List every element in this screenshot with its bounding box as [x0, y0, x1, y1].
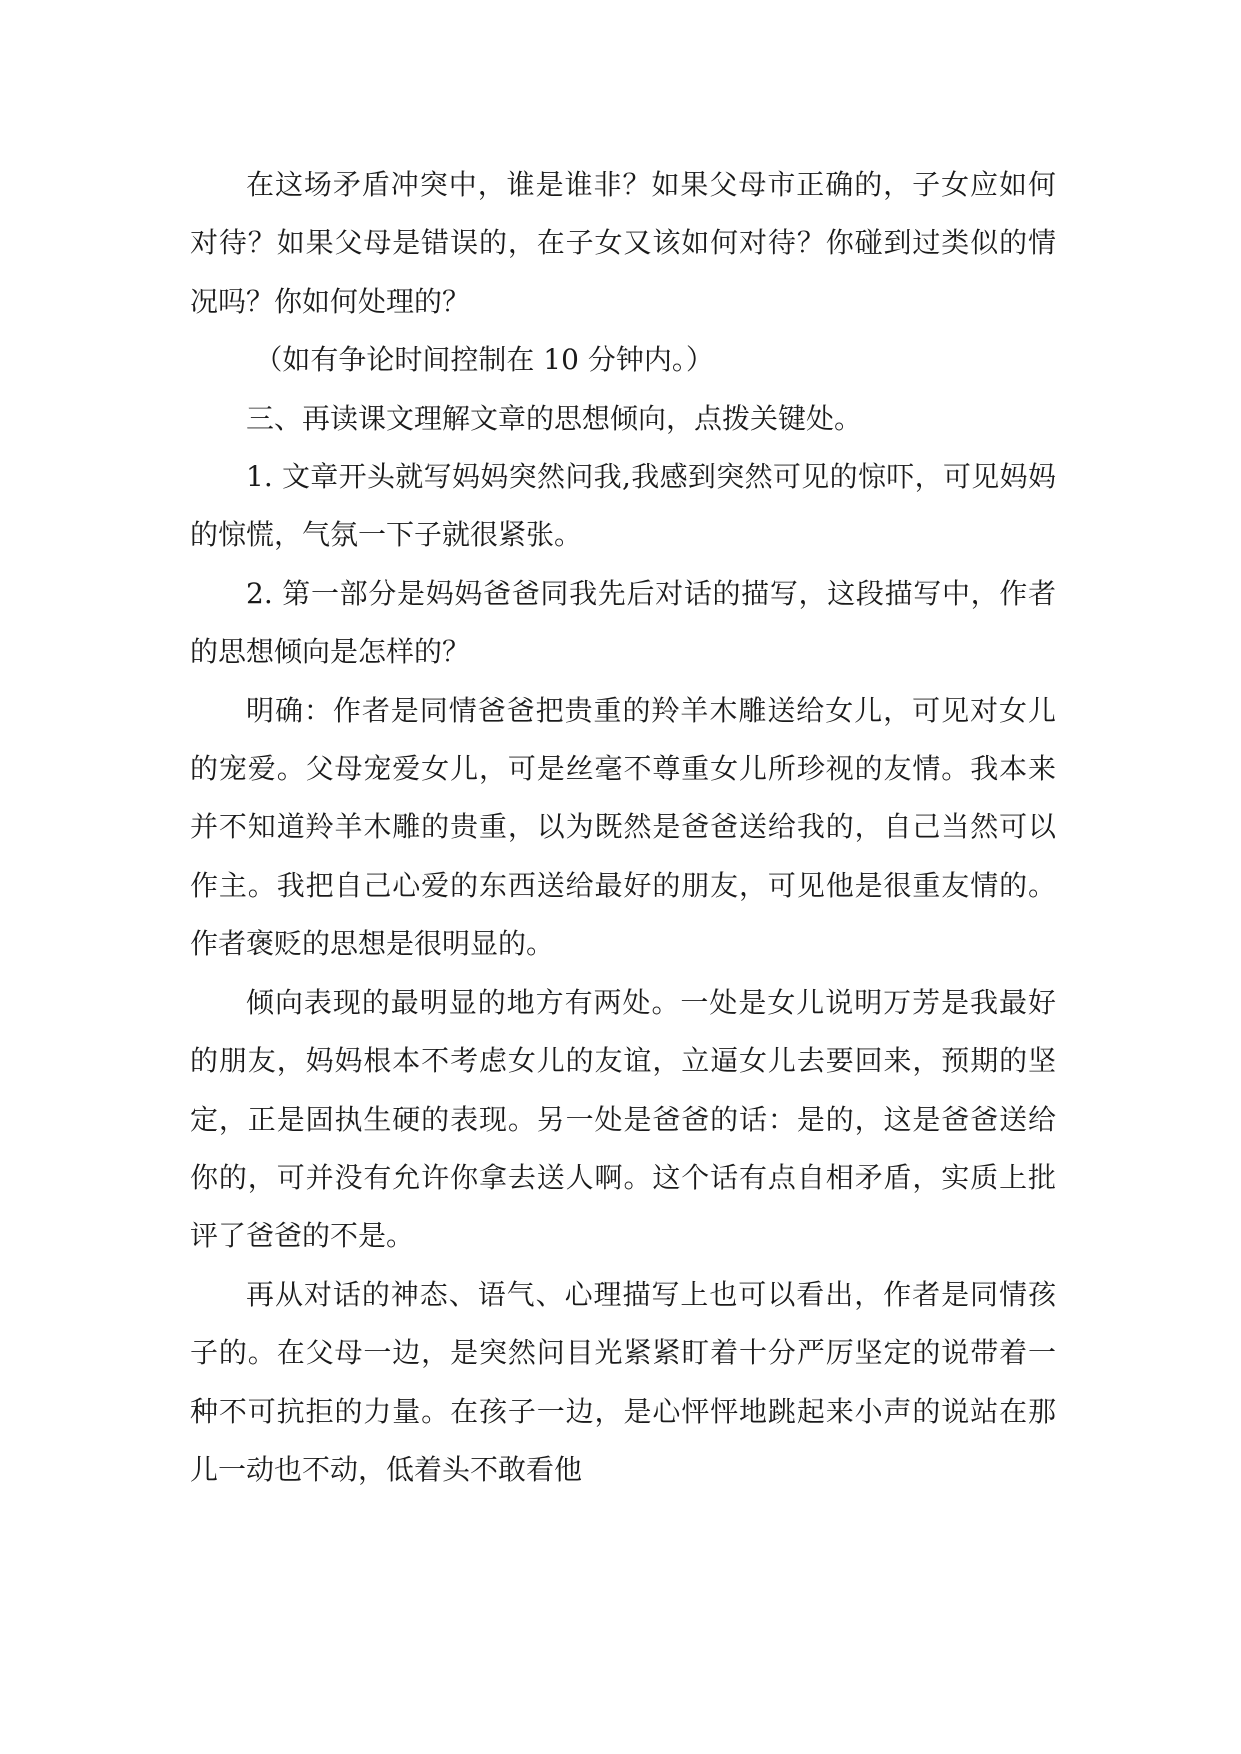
document-body — [190, 156, 1056, 1499]
paragraph-point-two: 2. 第一部分是妈妈爸爸同我先后对话的描写，这段描写中，作者的思想倾向是怎样的？ — [190, 576, 1056, 669]
paragraph-time-note: （如有争论时间控制在 10 分钟内。） — [254, 343, 714, 377]
paragraph-answer: 明确：作者是同情爸爸把贵重的羚羊木雕送给女儿，可见对女儿的宠爱。父母宠爱女儿，可是丝毫不尊重女儿所珍视的友情。我本来并不知道羚羊木雕的贵重，以为既然是爸爸送给我的，自己当然可以作主。我把自己心爱的东西送给最好的朋友，可见他是很重友情的。作者褒贬的思想是很明显的。 — [190, 693, 1056, 961]
paragraph-dialogue-analysis: 再从对话的神态、语气、心理描写上也可以看出，作者是同情孩子的。在父母一边，是突然问目光紧紧盯着十分严厉坚定的说带着一种不可抗拒的力量。在孩子一边，是心怦怦地跳起来小声的说站在那儿一动也不动，低着头不敢看他 — [190, 1277, 1056, 1486]
paragraph-tendency: 倾向表现的最明显的地方有两处。一处是女儿说明万芳是我最好的朋友，妈妈根本不考虑女儿的友谊，立逼女儿去要回来，预期的坚定，正是固执生硬的表现。另一处是爸爸的话：是的，这是爸爸送给你的，可并没有允许你拿去送人啊。这个话有点自相矛盾，实质上批评了爸爸的不是。 — [190, 985, 1056, 1253]
paragraph-discussion-questions: 在这场矛盾冲突中，谁是谁非？如果父母市正确的，子女应如何对待？如果父母是错误的，在子女又该如何对待？你碰到过类似的情况吗？你如何处理的？ — [190, 168, 1056, 318]
paragraph-point-one: 1. 文章开头就写妈妈突然问我,我感到突然可见的惊吓，可见妈妈的惊慌，气氛一下子就很紧张。 — [190, 460, 1056, 552]
paragraph-section-three-heading: 三、再读课文理解文章的思想倾向，点拨关键处。 — [246, 401, 863, 435]
